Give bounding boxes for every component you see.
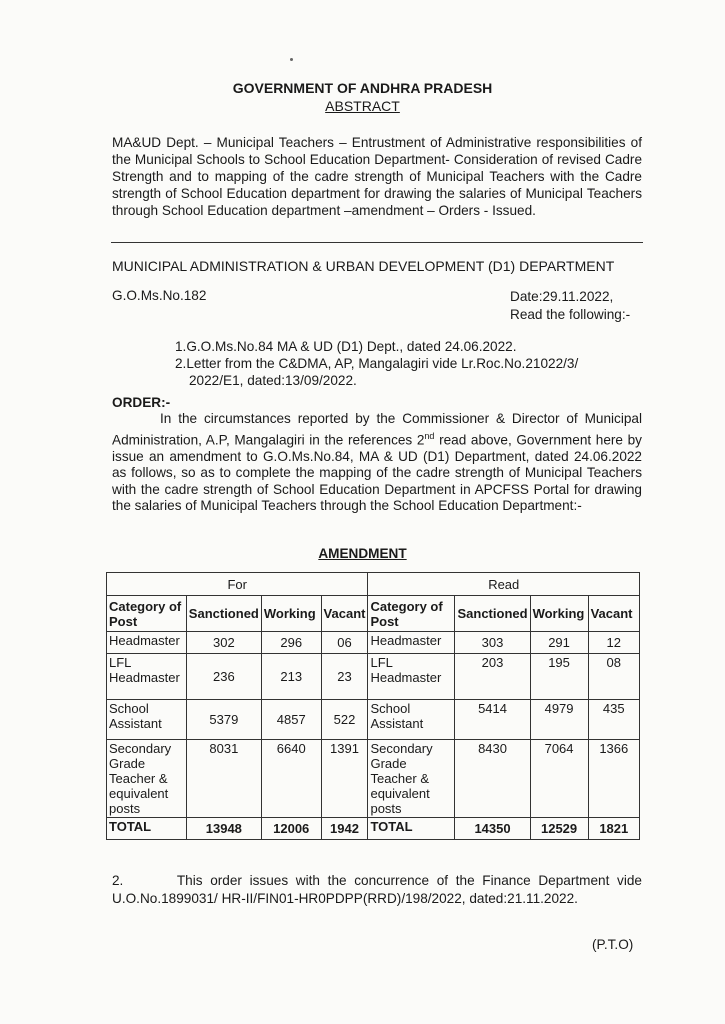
date-block [510,288,630,324]
for-vacant-cell: 23 [321,654,368,700]
read-sanctioned-cell: 8430 [455,740,530,818]
reference-1: 1.G.O.Ms.No.84 MA & UD (D1) Dept., dated 24.06.2022. [175,339,517,354]
col-header-working: Working [261,596,321,632]
go-number: G.O.Ms.No.182 [112,288,207,303]
abstract-label: ABSTRACT [325,98,400,114]
reference-2-line-2: 2022/E1, dated:13/09/2022. [189,373,357,388]
order-heading: ORDER:- [112,395,171,410]
read-vacant-cell: 12 [588,632,639,654]
read-working-cell: 291 [530,632,588,654]
for-working-cell: 296 [261,632,321,654]
reference-2-line-1: 2.Letter from the C&DMA, AP, Mangalagiri vide Lr.Roc.No.21022/3/ [175,356,579,371]
for-total-vacant: 1942 [321,818,368,840]
scan-speck [290,58,293,61]
for-vacant-cell: 1391 [321,740,368,818]
amendment-heading-wrap [0,546,725,561]
for-group-header: For [107,573,368,596]
for-working-cell: 213 [261,654,321,700]
order-text-part2: read above, Government here by issue an amendment to G.O.Ms.No.84, MA & UD (D1) Department, dated 24.06.2022 as follows, so as to complete the mapping of the cadre strength of Municipal Teachers with the cadre strength of School Education Department in APCFSS Portal for drawing the salaries of Municipal Teachers through the School Education Department:- [112,432,642,514]
department-line: MUNICIPAL ADMINISTRATION & URBAN DEVELOPMENT (D1) DEPARTMENT [112,258,615,274]
read-sanctioned-cell: 5414 [455,700,530,740]
for-working-cell: 4857 [261,700,321,740]
for-vacant-cell: 06 [321,632,368,654]
table-total-row [107,818,640,840]
read-total-label: TOTAL [368,818,455,840]
order-body [112,411,642,515]
for-sanctioned-cell: 8031 [186,740,261,818]
read-working-cell: 7064 [530,740,588,818]
read-vacant-cell: 435 [588,700,639,740]
read-category-cell: School Assistant [368,700,455,740]
read-total-working: 12529 [530,818,588,840]
for-category-cell: Headmaster [107,632,187,654]
pto-label: (P.T.O) [592,937,634,952]
paragraph-2-text: 2. This order issues with the concurrence of the Finance Department vide U.O.No.1899031/ HR-II/FIN01-HR0PDPP(RRD)/198/2022, dated:21.11.2022. [112,873,646,906]
col-header-working: Working [530,596,588,632]
for-sanctioned-cell: 5379 [186,700,261,740]
col-header-category: Category of Post [107,596,187,632]
read-sanctioned-cell: 203 [455,654,530,700]
amendment-heading: AMENDMENT [318,546,407,561]
col-header-vacant: Vacant [321,596,368,632]
for-category-cell: Secondary Grade Teacher & equivalent posts [107,740,187,818]
table-row [107,654,640,700]
order-text-superscript: nd [424,430,435,441]
read-total-sanctioned: 14350 [455,818,530,840]
for-total-working: 12006 [261,818,321,840]
col-header-category: Category of Post [368,596,455,632]
document-title: GOVERNMENT OF ANDHRA PRADESH [232,80,493,96]
for-vacant-cell: 522 [321,700,368,740]
paragraph-2 [112,872,646,908]
for-total-label: TOTAL [107,818,187,840]
read-sanctioned-cell: 303 [455,632,530,654]
references-list [175,338,578,389]
table-row [107,700,640,740]
read-working-cell: 4979 [530,700,588,740]
amendment-table [106,572,640,840]
for-sanctioned-cell: 302 [186,632,261,654]
subject-paragraph: MA&UD Dept. – Municipal Teachers – Entrustment of Administrative responsibilities of the Municipal Schools to School Education Department- Consideration of revised Cadre Strength and to mapping of the cadre strength of Municipal Teachers with the Cadre strength of School Education department for drawing the salaries of Municipal Teachers through School Education department –amendment – Orders - Issued. [112,135,642,218]
table-row [107,632,640,654]
col-header-sanctioned: Sanctioned [455,596,530,632]
order-text-part1: In the circumstances reported by the Commissioner & Director of Municipal Administration, A.P, Mangalagiri in the references 2 [112,411,642,448]
for-category-cell: LFL Headmaster [107,654,187,700]
read-category-cell: Headmaster [368,632,455,654]
horizontal-rule [111,242,643,243]
col-header-sanctioned: Sanctioned [186,596,261,632]
for-category-cell: School Assistant [107,700,187,740]
read-category-cell: Secondary Grade Teacher & equivalent posts [368,740,455,818]
read-working-cell: 195 [530,654,588,700]
col-header-vacant: Vacant [588,596,639,632]
table-group-header-row [107,573,640,596]
document-subtitle [0,98,725,114]
read-total-vacant: 1821 [588,818,639,840]
for-working-cell: 6640 [261,740,321,818]
read-category-cell: LFL Headmaster [368,654,455,700]
for-sanctioned-cell: 236 [186,654,261,700]
order-date: Date:29.11.2022, [510,289,614,304]
for-total-sanctioned: 13948 [186,818,261,840]
read-following-label: Read the following:- [510,307,631,322]
read-vacant-cell: 08 [588,654,639,700]
read-vacant-cell: 1366 [588,740,639,818]
read-group-header: Read [368,573,640,596]
table-row [107,740,640,818]
table-column-header-row [107,596,640,632]
